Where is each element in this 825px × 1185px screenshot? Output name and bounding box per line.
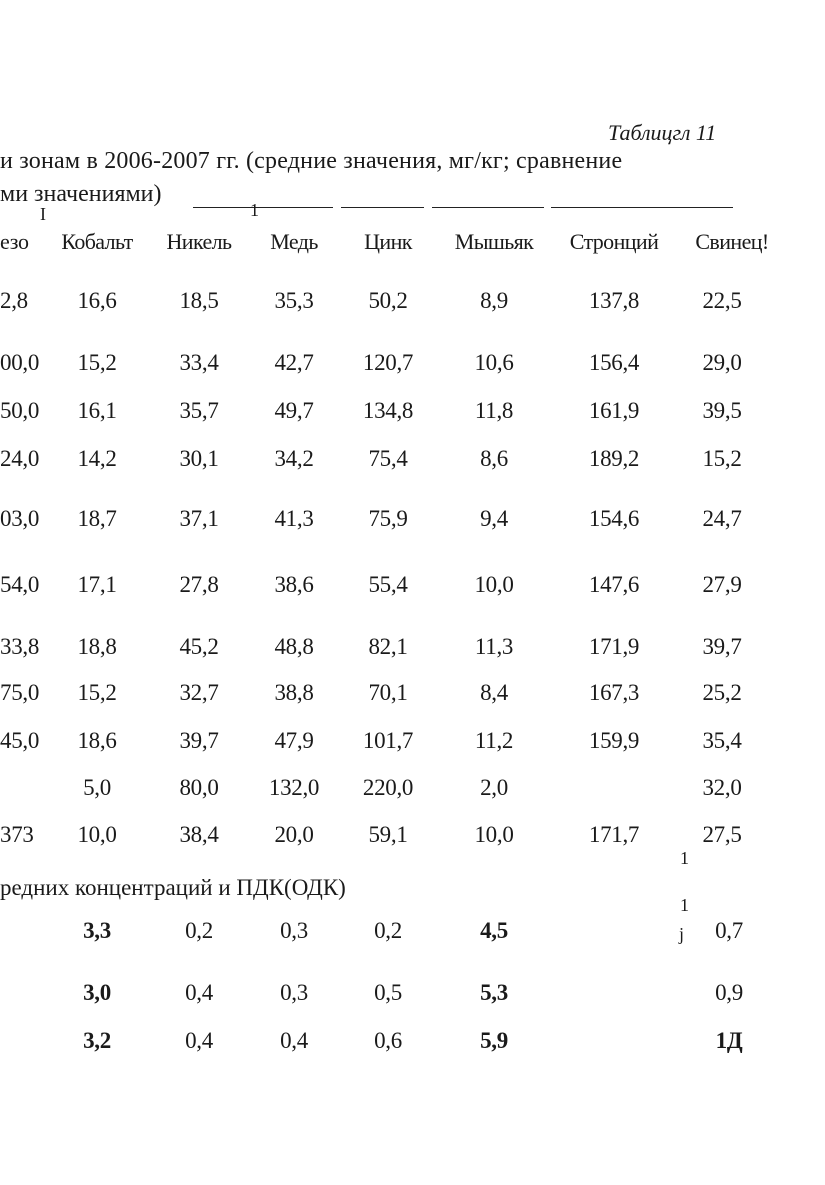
caption-underline-3 xyxy=(432,207,544,208)
table-cell: 132,0 xyxy=(268,775,320,800)
table-cell: 220,0 xyxy=(362,775,414,800)
table-cell: 27,9 xyxy=(702,572,742,597)
table-cell: 35,4 xyxy=(702,728,742,753)
table-cell: 27,8 xyxy=(179,572,219,597)
table-cell: 11,2 xyxy=(474,728,514,753)
table-cell: 11,3 xyxy=(474,634,514,659)
table-cell: 25,2 xyxy=(702,680,742,705)
table-cell: 147,6 xyxy=(588,572,640,597)
column-header: Кобальт xyxy=(61,229,133,254)
table-cell: 00,0 xyxy=(0,350,40,375)
table-cell: 38,6 xyxy=(274,572,314,597)
table-cell: 15,2 xyxy=(77,680,117,705)
table-cell: 120,7 xyxy=(362,350,414,375)
stray-mark: 1 xyxy=(250,200,259,220)
table-caption-line-2: ми значениями) xyxy=(0,181,162,207)
ratio-cell: 0,9 xyxy=(715,980,743,1005)
table-cell: 18,5 xyxy=(179,288,219,313)
column-header: Цинк xyxy=(364,229,412,254)
ratio-cell: 0,4 xyxy=(185,980,213,1005)
stray-mark: 1 xyxy=(680,895,689,915)
section-title: редних концентраций и ПДК(ОДК) xyxy=(0,875,346,900)
table-cell: 29,0 xyxy=(702,350,742,375)
table-cell: 10,0 xyxy=(474,572,514,597)
table-cell: 373 xyxy=(0,822,34,847)
table-cell: 8,6 xyxy=(480,446,508,471)
table-cell: 154,6 xyxy=(588,506,640,531)
ratio-cell: 5,3 xyxy=(480,980,508,1005)
table-cell: 101,7 xyxy=(362,728,414,753)
table-cell: 45,0 xyxy=(0,728,40,753)
table-cell: 30,1 xyxy=(179,446,219,471)
table-cell: 5,0 xyxy=(83,775,111,800)
table-cell: 33,4 xyxy=(179,350,219,375)
table-cell: 18,6 xyxy=(77,728,117,753)
table-cell: 42,7 xyxy=(274,350,314,375)
ratio-cell: 0,7 xyxy=(715,918,743,943)
table-cell: 27,5 xyxy=(702,822,742,847)
table-cell: 2,0 xyxy=(480,775,508,800)
ratio-cell: 3,0 xyxy=(83,980,111,1005)
table-cell: 156,4 xyxy=(588,350,640,375)
table-cell: 34,2 xyxy=(274,446,314,471)
table-cell: 48,8 xyxy=(274,634,314,659)
table-cell: 39,7 xyxy=(702,634,742,659)
ratio-cell: 0,3 xyxy=(280,918,308,943)
table-cell: 8,9 xyxy=(480,288,508,313)
table-cell: 59,1 xyxy=(368,822,408,847)
column-header: Свинец! xyxy=(695,229,769,254)
table-cell: 39,5 xyxy=(702,398,742,423)
table-cell: 37,1 xyxy=(179,506,219,531)
ratio-cell: 0,5 xyxy=(374,980,402,1005)
ratio-cell: 0,3 xyxy=(280,980,308,1005)
table-cell: 10,0 xyxy=(77,822,117,847)
table-cell: 75,4 xyxy=(368,446,408,471)
table-cell: 161,9 xyxy=(588,398,640,423)
table-cell: 18,8 xyxy=(77,634,117,659)
stray-mark: I xyxy=(40,204,46,224)
table-cell: 41,3 xyxy=(274,506,314,531)
table-cell: 137,8 xyxy=(588,288,640,313)
table-caption-line-1: и зонам в 2006-2007 гг. (средние значения, мг/кг; сравнение xyxy=(0,148,623,174)
table-cell: 75,0 xyxy=(0,680,40,705)
table-cell: 47,9 xyxy=(274,728,314,753)
table-cell: 171,7 xyxy=(588,822,640,847)
table-cell: 18,7 xyxy=(77,506,117,531)
table-cell: 10,0 xyxy=(474,822,514,847)
table-cell: 35,3 xyxy=(274,288,314,313)
column-header: Стронций xyxy=(569,229,659,254)
ratio-cell: 5,9 xyxy=(480,1028,508,1053)
table-cell: 16,6 xyxy=(77,288,117,313)
table-cell: 70,1 xyxy=(368,680,408,705)
table-cell: 15,2 xyxy=(702,446,742,471)
table-cell: 159,9 xyxy=(588,728,640,753)
ratio-cell: 4,5 xyxy=(480,918,508,943)
table-cell: 50,0 xyxy=(0,398,40,423)
table-cell: 9,4 xyxy=(480,506,508,531)
ratio-cell: 0,4 xyxy=(185,1028,213,1053)
ratio-cell: 1Д xyxy=(715,1028,743,1053)
caption-underline-2 xyxy=(341,207,424,208)
table-cell: 11,8 xyxy=(474,398,514,423)
table-cell: 15,2 xyxy=(77,350,117,375)
column-header: Мышьяк xyxy=(454,229,534,254)
table-cell: 82,1 xyxy=(368,634,408,659)
table-cell: 134,8 xyxy=(362,398,414,423)
table-cell: 03,0 xyxy=(0,506,40,531)
ratio-cell: 0,2 xyxy=(185,918,213,943)
table-cell: 24,0 xyxy=(0,446,40,471)
table-cell: 35,7 xyxy=(179,398,219,423)
stray-mark: 1 xyxy=(680,848,689,868)
stray-mark: j xyxy=(679,924,685,944)
table-cell: 10,6 xyxy=(474,350,514,375)
table-cell: 14,2 xyxy=(77,446,117,471)
caption-underline-1 xyxy=(193,207,333,208)
table-cell: 2,8 xyxy=(0,288,28,313)
table-cell: 75,9 xyxy=(368,506,408,531)
ratio-cell: 0,2 xyxy=(374,918,402,943)
table-cell: 22,5 xyxy=(702,288,742,313)
table-cell: 17,1 xyxy=(77,572,117,597)
table-cell: 189,2 xyxy=(588,446,640,471)
column-header: езо xyxy=(0,229,29,254)
table-cell: 24,7 xyxy=(702,506,742,531)
table-cell: 32,7 xyxy=(179,680,219,705)
column-header: Никель xyxy=(166,229,232,254)
table-cell: 167,3 xyxy=(588,680,640,705)
table-cell: 55,4 xyxy=(368,572,408,597)
table-number-label: Таблицгл 11 xyxy=(608,120,717,145)
caption-underline-4 xyxy=(551,207,733,208)
table-cell: 45,2 xyxy=(179,634,219,659)
table-cell: 50,2 xyxy=(368,288,408,313)
table-cell: 32,0 xyxy=(702,775,742,800)
table-cell: 38,4 xyxy=(179,822,219,847)
column-header: Медь xyxy=(270,229,318,254)
ratio-cell: 0,6 xyxy=(374,1028,402,1053)
table-cell: 8,4 xyxy=(480,680,508,705)
table-cell: 16,1 xyxy=(77,398,117,423)
ratio-cell: 3,2 xyxy=(83,1028,111,1053)
table-cell: 38,8 xyxy=(274,680,314,705)
table-cell: 54,0 xyxy=(0,572,40,597)
ratio-cell: 3,3 xyxy=(83,918,111,943)
ratio-cell: 0,4 xyxy=(280,1028,308,1053)
table-cell: 49,7 xyxy=(274,398,314,423)
table-cell: 39,7 xyxy=(179,728,219,753)
table-cell: 80,0 xyxy=(179,775,219,800)
table-cell: 33,8 xyxy=(0,634,40,659)
table-cell: 171,9 xyxy=(588,634,640,659)
table-cell: 20,0 xyxy=(274,822,314,847)
